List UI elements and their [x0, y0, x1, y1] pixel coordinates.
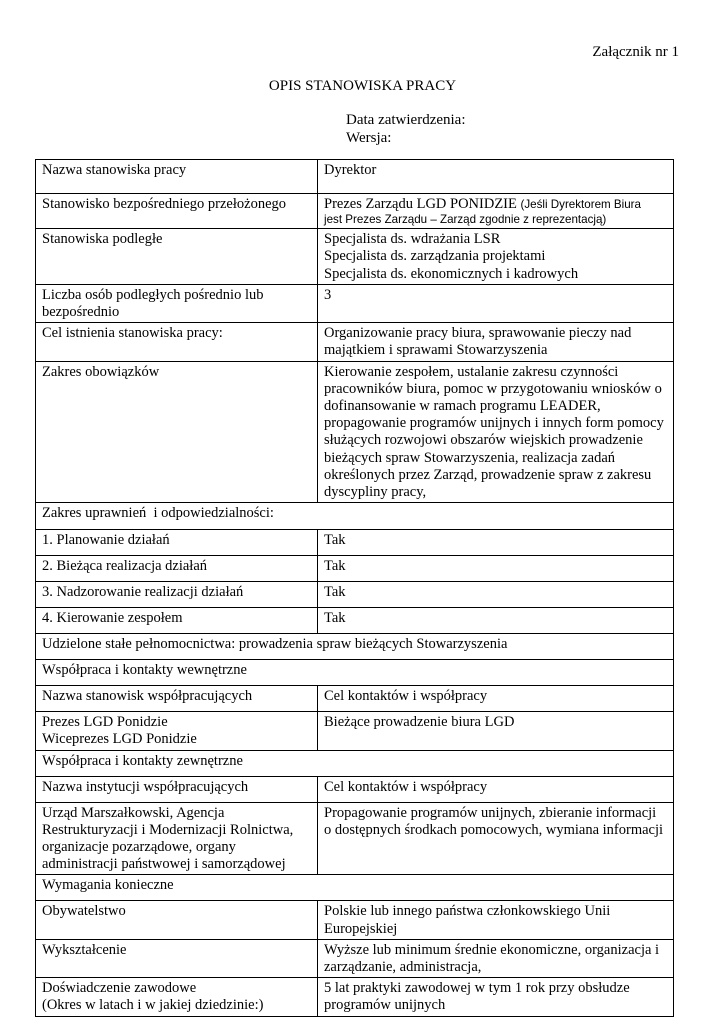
internal-col-purpose: Cel kontaktów i współpracy: [318, 686, 674, 712]
row-internal-columns: [36, 686, 674, 712]
education-value: [318, 939, 674, 977]
experience-line: 5 lat praktyki zawodowej w tym 1 rok przy obsłudze: [324, 980, 630, 997]
duties-line: służących rozwojowi obszarów wiejskich prowadzenie: [324, 432, 643, 449]
external-col-purpose: Cel kontaktów i współpracy: [318, 776, 674, 802]
internal-purpose: Bieżące prowadzenie biura LGD: [318, 712, 674, 750]
duties-line: Kierowanie zespołem, ustalanie zakresu czynności: [324, 363, 619, 380]
experience-line: programów unijnych: [324, 997, 446, 1014]
headcount-label: [36, 284, 318, 322]
supervisor-value: [318, 194, 674, 229]
row-requirements-header: [36, 875, 674, 901]
external-name: Restrukturyzacji i Modernizacji Rolnictwa,: [42, 821, 294, 838]
subordinates-value: [318, 229, 674, 285]
supervisor-label: Stanowisko bezpośredniego przełożonego: [36, 194, 318, 229]
row-experience: [36, 978, 674, 1016]
row-education: [36, 939, 674, 977]
internal-cooperation-header: Współpraca i kontakty wewnętrzne: [36, 660, 674, 686]
supervisor-note-1: (Jeśli Dyrektorem Biura: [520, 198, 641, 211]
headcount-label-line: bezpośrednio: [42, 304, 120, 321]
requirements-header: Wymagania konieczne: [36, 875, 674, 901]
subordinates-label: Stanowiska podległe: [36, 229, 318, 285]
purpose-value: [318, 323, 674, 361]
duties-line: dofinansowanie w ramach programu LEADER,: [324, 398, 601, 415]
row-authority: [36, 530, 674, 556]
citizenship-line: Polskie lub innego państwa członkowskiego Unii: [324, 903, 611, 920]
headcount-value: 3: [318, 284, 674, 322]
authority-value: Tak: [318, 608, 674, 634]
row-authority: [36, 582, 674, 608]
authority-value: Tak: [318, 530, 674, 556]
external-col-names: Nazwa instytucji współpracujących: [36, 776, 318, 802]
row-citizenship: [36, 901, 674, 939]
purpose-label: Cel istnienia stanowiska pracy:: [36, 323, 318, 361]
row-internal-header: [36, 660, 674, 686]
experience-label-line: (Okres w latach i w jakiej dziedzinie:): [42, 997, 264, 1014]
duties-label: Zakres obowiązków: [36, 361, 318, 503]
subordinate-item: Specjalista ds. wdrażania LSR: [324, 231, 501, 248]
external-cooperation-header: Współpraca i kontakty zewnętrzne: [36, 750, 674, 776]
internal-col-names: Nazwa stanowisk współpracujących: [36, 686, 318, 712]
duties-line: propagowanie programów unijnych i innych form pomocy: [324, 415, 664, 432]
row-power-of-attorney: [36, 634, 674, 660]
education-line: Wyższe lub minimum średnie ekonomiczne, organizacja i: [324, 941, 660, 958]
internal-names: [36, 712, 318, 750]
citizenship-value: [318, 901, 674, 939]
subordinate-item: Specjalista ds. ekonomicznych i kadrowych: [324, 265, 579, 282]
external-name: organizacje pozarządowe, organy: [42, 839, 236, 856]
row-headcount: [36, 284, 674, 322]
row-duties: [36, 361, 674, 503]
row-position-name: [36, 160, 674, 194]
position-name-label: Nazwa stanowiska pracy: [36, 160, 318, 194]
experience-value: [318, 978, 674, 1016]
purpose-line: Organizowanie pracy biura, sprawowanie pieczy nad: [324, 325, 632, 342]
external-purpose: [318, 802, 674, 875]
experience-label-line: Doświadczenie zawodowe: [42, 980, 197, 997]
row-authority-header: [36, 503, 674, 530]
duties-line: dyscypliny pracy,: [324, 484, 427, 501]
education-line: zarządzanie, administracja,: [324, 959, 482, 976]
authority-label: 4. Kierowanie zespołem: [36, 608, 318, 634]
power-of-attorney: Udzielone stałe pełnomocnictwa: prowadzenia spraw bieżących Stowarzyszenia: [36, 634, 674, 660]
row-external-contacts: [36, 802, 674, 875]
external-names: [36, 802, 318, 875]
duties-value: [318, 361, 674, 503]
approval-date-label: Data zatwierdzenia:: [346, 112, 466, 128]
annex-label: Załącznik nr 1: [592, 44, 679, 60]
row-authority: [36, 608, 674, 634]
job-description-table: [35, 159, 674, 1017]
authority-value: Tak: [318, 556, 674, 582]
subordinate-item: Specjalista ds. zarządzania projektami: [324, 248, 546, 265]
external-purpose-line: o dostępnych środkach pomocowych, wymiana informacji: [324, 821, 664, 838]
row-purpose: [36, 323, 674, 361]
document-meta: [346, 111, 466, 147]
duties-line: określonych przez Zarząd, prowadzenie spraw z zakresu: [324, 466, 652, 483]
citizenship-label: Obywatelstwo: [36, 901, 318, 939]
duties-line: pracowników biura, pomoc w przygotowaniu wniosków o: [324, 380, 662, 397]
authority-label: 3. Nadzorowanie realizacji działań: [36, 582, 318, 608]
authority-label: 1. Planowanie działań: [36, 530, 318, 556]
supervisor-note-2: jest Prezes Zarządu – Zarząd zgodnie z reprezentacją): [324, 213, 607, 227]
row-external-header: [36, 750, 674, 776]
experience-label: [36, 978, 318, 1016]
position-name-value: Dyrektor: [318, 160, 674, 194]
internal-name: Prezes LGD Ponidzie: [42, 714, 168, 731]
row-subordinates: [36, 229, 674, 285]
external-name: Urząd Marszałkowski, Agencja: [42, 804, 225, 821]
row-internal-contacts: [36, 712, 674, 750]
row-external-columns: [36, 776, 674, 802]
authority-label: 2. Bieżąca realizacja działań: [36, 556, 318, 582]
row-supervisor: [36, 194, 674, 229]
authority-value: Tak: [318, 582, 674, 608]
supervisor-name: Prezes Zarządu LGD PONIDZIE: [324, 196, 517, 212]
purpose-line: majątkiem i sprawami Stowarzyszenia: [324, 342, 548, 359]
version-label: Wersja:: [346, 130, 392, 146]
row-authority: [36, 556, 674, 582]
education-label: Wykształcenie: [36, 939, 318, 977]
external-name: administracji państwowej i samorządowej: [42, 856, 286, 873]
authority-header: Zakres uprawnień i odpowiedzialności:: [36, 503, 674, 530]
document-title: OPIS STANOWISKA PRACY: [268, 78, 457, 94]
headcount-label-line: Liczba osób podległych pośrednio lub: [42, 286, 264, 303]
external-purpose-line: Propagowanie programów unijnych, zbieranie informacji: [324, 804, 657, 821]
internal-name: Wiceprezes LGD Ponidzie: [42, 731, 197, 748]
citizenship-line: Europejskiej: [324, 920, 398, 937]
duties-line: bieżących spraw Stowarzyszenia, realizacja zadań: [324, 449, 616, 466]
